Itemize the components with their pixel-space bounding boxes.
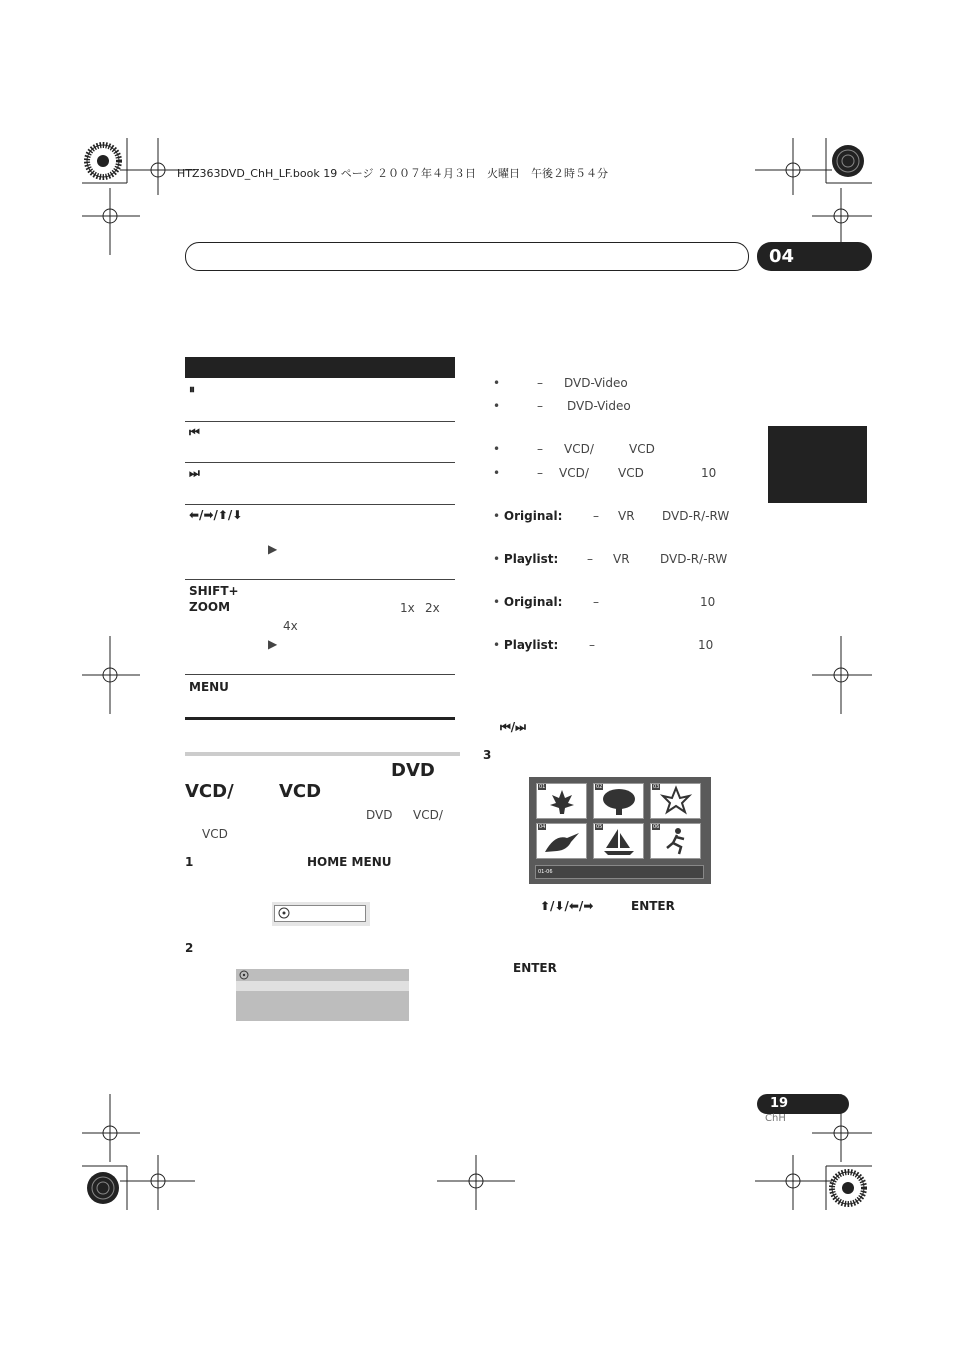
play-icon: ▶ (268, 542, 278, 556)
list-item: • Playlist: – VR DVD-R/-RW (493, 552, 728, 566)
nav-arrows-label: ⬆/⬇/⬅/➡ (540, 899, 594, 913)
home-menu-button-label: HOME MENU (307, 855, 392, 869)
language-side-tab (768, 426, 867, 503)
pause-key: ⏸ (189, 382, 196, 396)
section-heading-vcd-slash: VCD/ (185, 781, 234, 802)
thumbnail-browser-panel (529, 777, 711, 884)
previous-key: ⏮ (189, 425, 200, 439)
list-item: • Original: – VR DVD-R/-RW (493, 509, 730, 523)
skip-buttons-label: ⏮/⏭ (500, 720, 526, 734)
zoom-4x: 4x (283, 619, 298, 633)
section-rule (185, 752, 460, 756)
thumbnail-item: 06 (650, 823, 701, 859)
row-divider (185, 579, 455, 580)
play-icon: ▶ (268, 637, 278, 651)
menu-key: MENU (189, 680, 229, 694)
enter-button-label: ENTER (513, 961, 557, 975)
section-heading-vcd: VCD (279, 781, 322, 802)
list-item: • – VCD/ VCD 10 (493, 466, 717, 480)
step-3-number: 3 (483, 748, 492, 762)
thumbnail-item: 03 (650, 783, 701, 819)
intro-dvd: DVD (366, 808, 393, 822)
zoom-1x: 1x (400, 601, 415, 615)
chapter-title-bar (185, 242, 749, 271)
file-info-header: HTZ363DVD_ChH_LF.book 19 ページ ２００７年４月３日 火曜日 午後２時５４分 (177, 167, 608, 180)
row-divider (185, 462, 455, 463)
page-language-code: ChH (765, 1113, 786, 1124)
row-divider (185, 504, 455, 505)
step-2-number: 2 (185, 941, 194, 955)
disc-icon (278, 907, 292, 919)
osd-disc-indicator (272, 902, 370, 926)
row-divider (185, 421, 455, 422)
enter-button-label: ENTER (631, 899, 675, 913)
chapter-number-badge: 04 (757, 242, 872, 271)
zoom-2x: 2x (425, 601, 440, 615)
osd-disc-menu (236, 969, 409, 1021)
shift-zoom-key: SHIFT+ ZOOM (189, 584, 239, 614)
next-key: ⏭ (189, 466, 200, 480)
arrow-keys: ⬅/➡/⬆/⬇ (189, 508, 243, 522)
list-item: • – VCD/ VCD (493, 442, 655, 456)
table-header (185, 357, 455, 378)
thumbnail-item: 01 (536, 783, 587, 819)
thumbnail-item: 05 (593, 823, 644, 859)
page-number-badge: 19 (757, 1094, 849, 1114)
step-1-number: 1 (185, 855, 194, 869)
thumbnail-item: 04 (536, 823, 587, 859)
table-end-rule (185, 717, 455, 720)
thumbnail-status-bar: 01-06 (535, 865, 704, 879)
disc-icon (239, 970, 251, 980)
list-item: • – DVD-Video (493, 376, 628, 390)
intro-vcd-slash: VCD/ (413, 808, 443, 822)
thumbnail-item: 02 (593, 783, 644, 819)
osd-menu-highlight (236, 981, 409, 991)
row-divider (185, 674, 455, 675)
section-heading-dvd: DVD (391, 760, 435, 781)
list-item: • – DVD-Video (493, 399, 631, 413)
list-item: • Playlist: – 10 (493, 638, 714, 652)
intro-vcd: VCD (202, 827, 228, 841)
list-item: • Original: – 10 (493, 595, 716, 609)
